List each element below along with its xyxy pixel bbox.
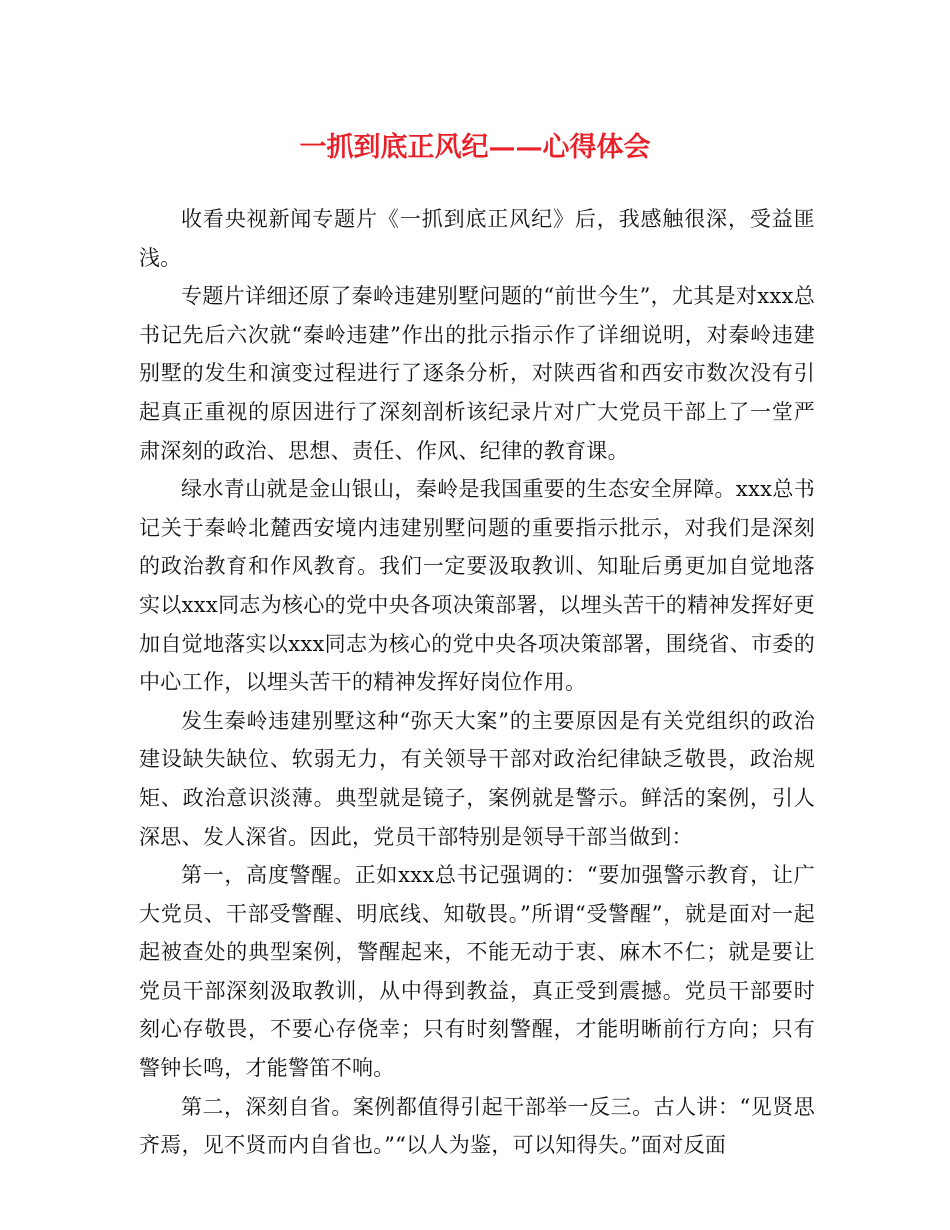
paragraph: 收看央视新闻专题片《一抓到底正风纪》后，我感触很深，受益匪浅。 [139, 207, 815, 270]
paragraph: 绿水青山就是金山银山，秦岭是我国重要的生态安全屏障。xxx总书记关于秦岭北麓西安境内违建别墅问题的重要指示批示，对我们是深刻的政治教育和作风教育。我们一定要汲取教训、知耻后勇更加自觉地落实以xxx同志为核心的党中央各项决策部署，以埋头苦干的精神发挥好更加自觉地落实以xxx同志为核心的党中央各项决策部署，围绕省、市委的中心工作，以埋头苦干的精神发挥好岗位作用。 [139, 477, 815, 695]
paragraph: 发生秦岭违建别墅这种“弥天大案”的主要原因是有关党组织的政治建设缺失缺位、软弱无力，有关领导干部对政治纪律缺乏敬畏，政治规矩、政治意识淡薄。典型就是镜子，案例就是警示。鲜活的案例，引人深思、发人深省。因此，党员干部特别是领导干部当做到： [139, 708, 815, 849]
paragraph: 专题片详细还原了秦岭违建别墅问题的“前世今生”，尤其是对xxx总书记先后六次就“秦岭违建”作出的批示指示作了详细说明，对秦岭违建别墅的发生和演变过程进行了逐条分析，对陕西省和西安市数次没有引起真正重视的原因进行了深刻剖析该纪录片对广大党员干部上了一堂严肃深刻的政治、思想、责任、作风、纪律的教育课。 [139, 284, 815, 463]
paragraph: 第一，高度警醒。正如xxx总书记强调的：“要加强警示教育，让广大党员、干部受警醒、明底线、知敬畏。”所谓“受警醒”，就是面对一起起被查处的典型案例，警醒起来，不能无动于衷、麻木不仁；就是要让党员干部深刻汲取教训，从中得到教益，真正受到震撼。党员干部要时刻心存敬畏，不要心存侥幸；只有时刻警醒，才能明晰前行方向；只有警钟长鸣，才能警笛不响。 [139, 863, 815, 1081]
document-title: 一抓到底正风纪——心得体会 [299, 132, 651, 163]
document-body [139, 200, 815, 1165]
paragraph: 第二，深刻自省。案例都值得引起干部举一反三。古人讲：“见贤思齐焉，见不贤而内自省也。”“以人为鉴，可以知得失。”面对反面 [139, 1094, 815, 1158]
